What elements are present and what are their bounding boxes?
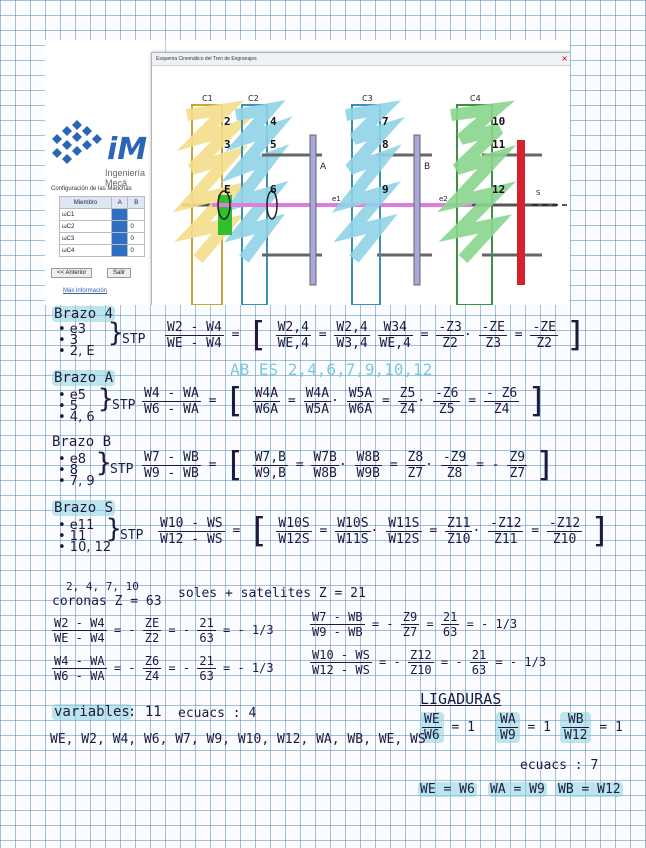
embedded-screenshot — [45, 40, 570, 305]
label-9: 9 — [382, 183, 389, 196]
label-a: A — [320, 162, 327, 172]
aside-note: AB ES 2,4,6,7,9,10,12 — [230, 360, 433, 379]
table-row — [60, 233, 145, 245]
close-icon[interactable]: × — [561, 54, 568, 63]
logo-subtitle: Ingeniería Mecá — [105, 168, 146, 188]
col-header: A — [111, 197, 128, 209]
member: • 8 — [58, 463, 79, 478]
col-header: B — [128, 197, 145, 209]
label-7: 7 — [382, 115, 389, 128]
final-eq-2: WA = W9 — [490, 782, 545, 797]
label-6: 6 — [270, 183, 277, 196]
ratio-left-2: $\frac{W4 - WA}{W6 - WA}$ = - $\frac{Z6}{Z4}$ = - $\frac{21}{63}$ = - 1/3 — [54, 654, 274, 683]
back-button[interactable]: << Anterior — [51, 268, 92, 278]
member: • 2, E — [58, 344, 95, 359]
ligadura-2: $\frac{WA}{W9}$ = 1 — [496, 712, 551, 743]
ligadura-1: $\frac{WE}{W6}$ = 1 — [420, 712, 475, 743]
label-3: 3 — [224, 138, 231, 151]
member: • 11 — [58, 529, 87, 544]
label-8: 8 — [382, 138, 389, 151]
imm-logo-icon — [49, 118, 105, 168]
brazob-members — [58, 454, 95, 487]
row-label: ωC2 — [60, 221, 112, 233]
brazos-members — [58, 520, 111, 553]
row-label: ωC4 — [60, 245, 112, 257]
software-back-window — [45, 40, 166, 305]
label-5: 5 — [270, 138, 277, 151]
label-10: 10 — [492, 115, 506, 128]
brazos-equation: $\frac{W10 - WS}{W12 - WS}$ = [ $\frac{W10S}{W12S}$ = $\frac{W10S}{W11S}$ · $\frac{W11S}{W12S}$ = $\frac{Z11}{Z10}$ · $\frac{-Z12}{Z11}$ = $\frac{-Z12}{Z10}$ ] — [160, 511, 611, 551]
variables-list: WE, W2, W4, W6, W7, W9, W10, W12, WA, WB, WE, WS — [50, 732, 426, 747]
cell-a[interactable] — [111, 209, 128, 221]
row-label: ωC1 — [60, 209, 112, 221]
cell-a[interactable] — [111, 245, 128, 257]
brace: } — [106, 514, 122, 544]
ratio-right-2: $\frac{W10 - WS}{W12 - WS}$ = - $\frac{Z12}{Z10}$ = - $\frac{21}{63}$ = - 1/3 — [312, 648, 547, 677]
member: • e3 — [58, 322, 87, 337]
member: • 3 — [58, 333, 79, 348]
label-b: B — [424, 162, 431, 172]
label-e2: e2 — [439, 195, 448, 203]
label-4: 4 — [270, 115, 277, 128]
brazos-stp: STP — [120, 528, 144, 543]
member: • e8 — [58, 452, 87, 467]
brace: } — [96, 448, 112, 478]
table-row — [60, 245, 145, 257]
member: • e5 — [58, 388, 87, 403]
label-c3: C3 — [362, 94, 373, 103]
variables-count: : 11 — [128, 704, 162, 720]
cell-b[interactable]: 0 — [128, 221, 145, 233]
cell-b[interactable]: 0 — [128, 233, 145, 245]
brazob-equation: $\frac{W7 - WB}{W9 - WB}$ = [ $\frac{W7,B}{W9,B}$ = $\frac{W7B}{W8B}$ · $\frac{W8B}{W9B}$ = $\frac{Z8}{Z7}$ · $\frac{-Z9}{Z8}$ = - $\frac{Z9}{Z7}$ ] — [144, 445, 556, 485]
gear-train-window — [151, 52, 570, 305]
label-c2: C2 — [248, 94, 259, 103]
brazos-title: Brazo S — [54, 500, 114, 516]
table-row — [60, 209, 145, 221]
final-eq-1: WE = W6 — [420, 782, 475, 797]
brazoa-members — [58, 390, 95, 423]
label-12: 12 — [492, 183, 506, 196]
arm-a — [310, 135, 316, 285]
col-header: Miembro — [60, 197, 112, 209]
member: • 7, 9 — [58, 474, 95, 489]
arm-s — [517, 140, 525, 285]
variables-ecuacs: ecuacs : 4 — [178, 706, 257, 721]
label-11: 11 — [492, 138, 506, 151]
ligadura-3: $\frac{WB}{W12}$ = 1 — [560, 712, 623, 743]
cell-a[interactable] — [111, 221, 128, 233]
cell-b[interactable]: 0 — [128, 245, 145, 257]
brazo4-stp: STP — [122, 332, 146, 347]
table-row — [60, 221, 145, 233]
brazoa-title: Brazo A — [54, 370, 114, 386]
member: • e11 — [58, 518, 95, 533]
member: • 5 — [58, 399, 79, 414]
brazoa-equation: $\frac{W4 - WA}{W6 - WA}$ = [ $\frac{W4A}{W6A}$ = $\frac{W4A}{W5A}$ · $\frac{W5A}{W6A}$ = $\frac{Z5}{Z4}$ · $\frac{-Z6}{Z5}$ = $\frac{- Z6}{Z4}$ ] — [144, 381, 548, 421]
label-e1: e1 — [332, 195, 341, 203]
label-e: E — [224, 183, 231, 196]
variables-label: variables — [54, 704, 130, 720]
window-title: Esquema Cinemático del Tren de Engranajes — [156, 56, 257, 62]
final-eq-3: WB = W12 — [558, 782, 621, 797]
arm-b — [414, 135, 420, 285]
brazob-stp: STP — [110, 462, 134, 477]
ligaduras-title: LIGADURAS — [420, 690, 502, 708]
label-2: 2 — [224, 115, 231, 128]
brazoa-stp: STP — [112, 398, 136, 413]
ratio-left-1: $\frac{W2 - W4}{WE - W4}$ = - $\frac{ZE}{Z2}$ = - $\frac{21}{63}$ = - 1/3 — [54, 616, 274, 645]
label-c4: C4 — [470, 94, 481, 103]
more-info-link[interactable]: Más información — [63, 288, 108, 294]
logo-text: iM — [107, 132, 148, 167]
brazo4-equation: $\frac{W2 - W4}{WE - W4}$ = [ $\frac{W2,4}{WE,4}$ = $\frac{W2,4}{W3,4}$ $\frac{W34}{WE,4}$ = $\frac{-Z3}{Z2}$ · $\frac{-ZE}{Z3}$ = $\frac{-ZE}{Z2}$ ] — [167, 315, 587, 355]
brazo4-title: Brazo 4 — [54, 306, 114, 322]
soles-note: soles + satelites Z = 21 — [178, 586, 366, 601]
label-s: S — [536, 189, 541, 197]
cell-a[interactable] — [111, 233, 128, 245]
config-table — [59, 196, 145, 257]
member: • 4, 6 — [58, 410, 95, 425]
brazob-title: Brazo B — [52, 434, 112, 450]
exit-button[interactable]: Salir — [107, 268, 131, 278]
row-label: ωC3 — [60, 233, 112, 245]
ligaduras-ecuacs: ecuacs : 7 — [520, 758, 599, 773]
gear-numbers: 2, 4, 7, 10 — [66, 580, 139, 593]
gear-train-diagram — [152, 65, 570, 305]
brace: } — [108, 318, 124, 348]
ratio-right-1: $\frac{W7 - WB}{W9 - WB}$ = - $\frac{Z9}{Z7}$ = $\frac{21}{63}$ = - 1/3 — [312, 610, 518, 639]
brace: } — [98, 384, 114, 414]
coronas-note: coronas Z = 63 — [52, 594, 162, 609]
label-c1: C1 — [202, 94, 213, 103]
brazo4-members — [58, 324, 95, 357]
cell-b[interactable] — [128, 209, 145, 221]
config-title: Configuración de las Manchas — [51, 186, 132, 192]
member: • 10, 12 — [58, 540, 112, 555]
